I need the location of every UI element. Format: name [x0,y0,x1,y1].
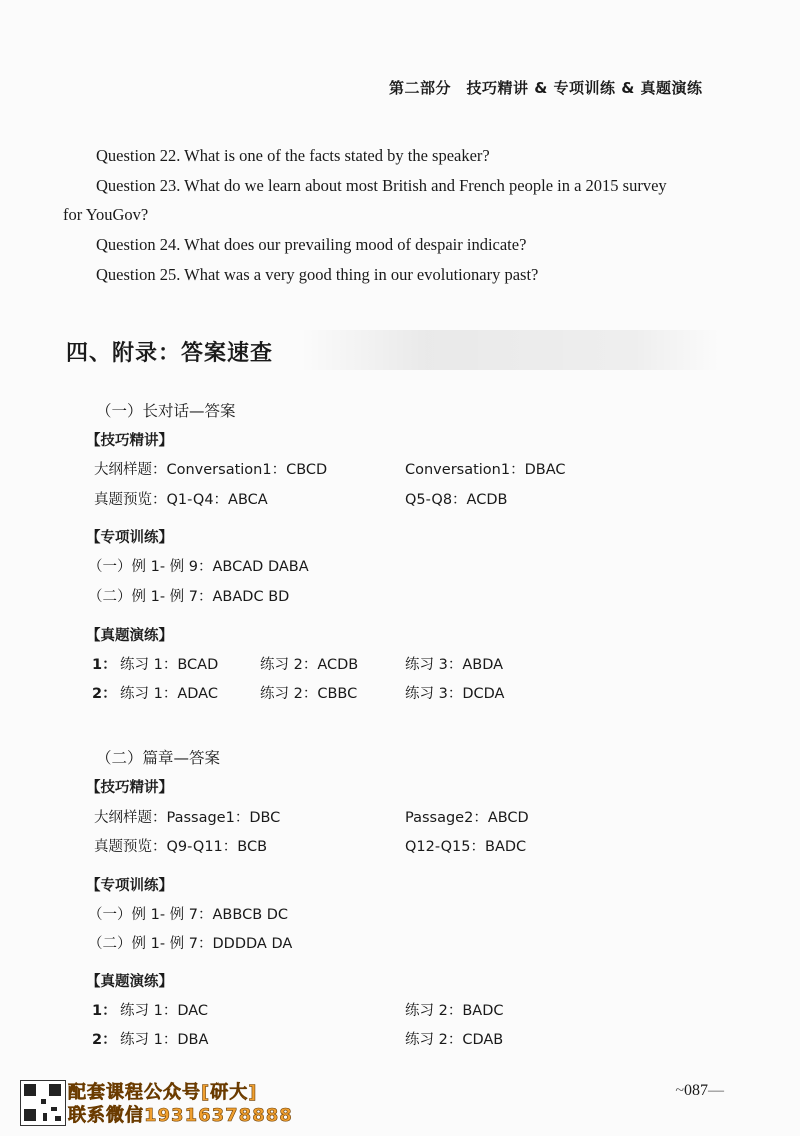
part2-zhenti-row1-a: 练习 1：DAC [120,1003,209,1019]
part1-title: （一）长对话—答案 [96,402,236,420]
question-25: Question 25. What was a very good thing in our evolutionary past? [96,265,539,284]
part1-zhenti-row1-a: 练习 1：BCAD [120,657,219,673]
part1-zhuanxiang-heading: 【专项训练】 [86,530,173,546]
section-title-band [300,330,720,370]
part2-zhenti-row2-a: 练习 1：DBA [120,1032,209,1048]
part2-zhenti-heading: 【真题演练】 [86,974,173,990]
part1-zhenti-row2-a: 练习 1：ADAC [120,686,218,702]
part1-zhenti-row1-num: 1： [92,657,117,673]
part1-jiqiao-heading: 【技巧精讲】 [86,433,173,449]
part1-jiqiao-row2-right: Q5-Q8：ACDB [405,492,508,508]
part2-jiqiao-row2-right: Q12-Q15：BADC [405,839,527,855]
page-header: 第二部分 技巧精讲 & 专项训练 & 真题演练 [389,79,703,97]
part2-zhuanxiang-heading: 【专项训练】 [86,878,173,894]
qr-code-icon [20,1080,66,1126]
watermark-line2: 联系微信19316378888 [68,1105,293,1126]
part2-zhuanxiang-line2: （二）例 1- 例 7：DDDDA DA [88,936,293,952]
page-number: ~087— [675,1082,724,1099]
part2-title: （二）篇章—答案 [96,749,221,767]
part2-zhenti-row1-b: 练习 2：BADC [405,1003,504,1019]
part1-zhenti-heading: 【真题演练】 [86,628,173,644]
part2-zhenti-row2-num: 2： [92,1032,117,1048]
part2-zhuanxiang-line1: （一）例 1- 例 7：ABBCB DC [88,907,289,923]
part1-jiqiao-row2-left: 真题预览：Q1-Q4：ABCA [94,492,268,508]
page-number-value: 087 [684,1082,708,1099]
part2-jiqiao-row1-right: Passage2：ABCD [405,810,529,826]
question-23: Question 23. What do we learn about most British and French people in a 2015 survey [96,176,667,195]
part1-zhenti-row2-b: 练习 2：CBBC [260,686,358,702]
part1-zhenti-row2-c: 练习 3：DCDA [405,686,505,702]
part1-zhenti-row1-c: 练习 3：ABDA [405,657,504,673]
part2-zhenti-row2-b: 练习 2：CDAB [405,1032,504,1048]
part1-zhenti-row2-num: 2： [92,686,117,702]
part2-jiqiao-row1-left: 大纲样题：Passage1：DBC [94,810,281,826]
question-22: Question 22. What is one of the facts stated by the speaker? [96,146,490,165]
question-24: Question 24. What does our prevailing mood of despair indicate? [96,235,527,254]
watermark-line1: 配套课程公众号[研大] [68,1082,258,1103]
question-23-continuation: for YouGov? [63,205,149,224]
section-title: 四、附录：答案速查 [66,340,274,366]
part1-zhenti-row1-b: 练习 2：ACDB [260,657,359,673]
part2-jiqiao-row2-left: 真题预览：Q9-Q11：BCB [94,839,268,855]
part1-zhuanxiang-line1: （一）例 1- 例 9：ABCAD DABA [88,559,309,575]
part1-jiqiao-row1-right: Conversation1：DBAC [405,462,566,478]
part2-jiqiao-heading: 【技巧精讲】 [86,780,173,796]
part1-zhuanxiang-line2: （二）例 1- 例 7：ABADC BD [88,589,290,605]
part2-zhenti-row1-num: 1： [92,1003,117,1019]
part1-jiqiao-row1-left: 大纲样题：Conversation1：CBCD [94,462,328,478]
